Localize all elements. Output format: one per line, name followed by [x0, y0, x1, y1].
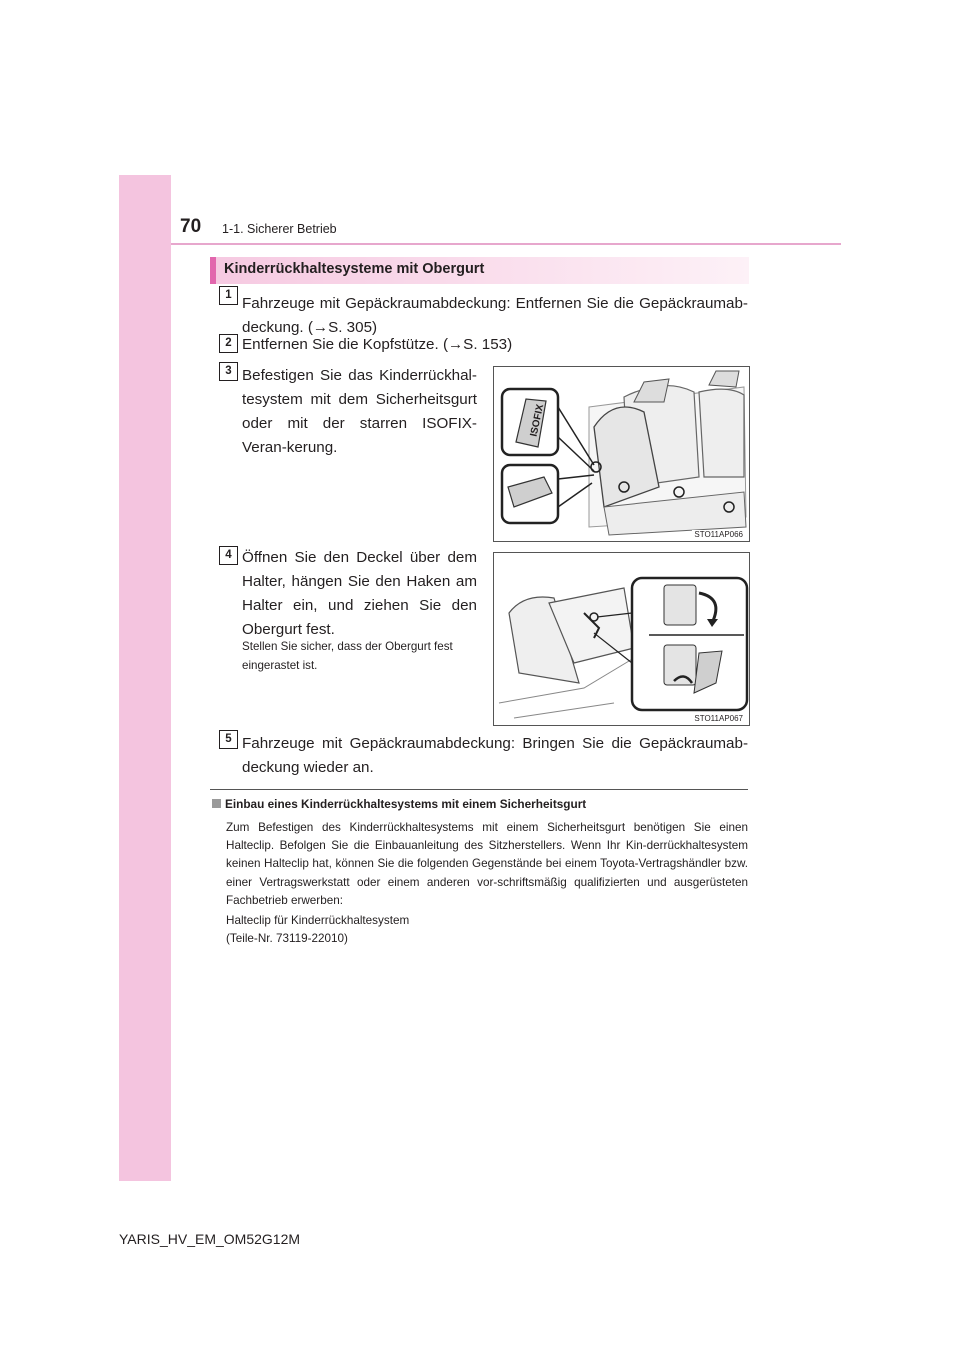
step-text-3: Befestigen Sie das Kinderrückhal-tesystem mit dem Sicherheitsgurt oder mit der starren ISOFIX-Veran-kerung. [242, 367, 477, 456]
part-number: (Teile-Nr. 73119-22010) [226, 932, 348, 945]
figure-label: STO11AP067 [694, 714, 743, 723]
part-name: Halteclip für Kinderrückhaltesystem [226, 914, 410, 927]
subsection-title [212, 797, 586, 811]
step-text-1: Fahrzeuge mit Gepäckraumabdeckung: Entfernen Sie die Gepäckraumab-deckung. (→S. 305) [242, 295, 748, 336]
step-text-4: Öffnen Sie den Deckel über dem Halter, hängen Sie den Haken am Halter ein, und ziehen Sie den Obergurt fest. [242, 549, 477, 638]
step-number-5: 5 [219, 730, 238, 749]
page-sidebar-tab [119, 175, 171, 1181]
step-text-2: Entfernen Sie die Kopfstütze. (→S. 153) [242, 336, 513, 353]
step-note-4: Stellen Sie sicher, dass der Obergurt fest eingerastet ist. [242, 640, 453, 672]
isofix-seat-illustration [494, 367, 749, 541]
section-divider [210, 789, 748, 790]
step-text-5: Fahrzeuge mit Gepäckraumabdeckung: Bringen Sie die Gepäckraumab-deckung wieder an. [242, 735, 748, 776]
subsection-paragraph: Zum Befestigen des Kinderrückhaltesystems mit einem Sicherheitsgurt benötigen Sie einen Halteclip. Befolgen Sie die Einbauanleitung des Sitzherstellers. Wenn Ihr Kin-derrückhaltesystem keinen Halteclip hat, können Sie die folgenden Gegenstände bei einem Toyota-Vertragshändler bzw. einer Vertragswerkstatt oder einem anderen vor-schriftsmäßig qualifizierten und ausgerüsteten Fachbetrieb erwerben: [226, 821, 748, 907]
figure-label: STO11AP066 [694, 530, 743, 539]
page-number: 70 [180, 216, 202, 237]
bullet-square-icon [212, 799, 221, 808]
isofix-badge: ISOFIX [528, 403, 547, 438]
section-header [210, 257, 749, 284]
header-rule [171, 243, 841, 245]
figure-tether-strap [493, 552, 750, 726]
section-title: Kinderrückhaltesysteme mit Obergurt [224, 261, 485, 277]
step-number-4: 4 [219, 546, 238, 565]
document-code: YARIS_HV_EM_OM52G12M [119, 1231, 301, 1247]
subsection-title-text: Einbau eines Kinderrückhaltesystems mit einem Sicherheitsgurt [225, 797, 587, 811]
figure-isofix-seat [493, 366, 750, 542]
section-accent [210, 257, 216, 284]
chapter-title: 1-1. Sicherer Betrieb [222, 222, 337, 236]
tether-strap-illustration [494, 553, 749, 725]
step-number-3: 3 [219, 362, 238, 381]
step-number-1: 1 [219, 286, 238, 305]
step-number-2: 2 [219, 334, 238, 353]
